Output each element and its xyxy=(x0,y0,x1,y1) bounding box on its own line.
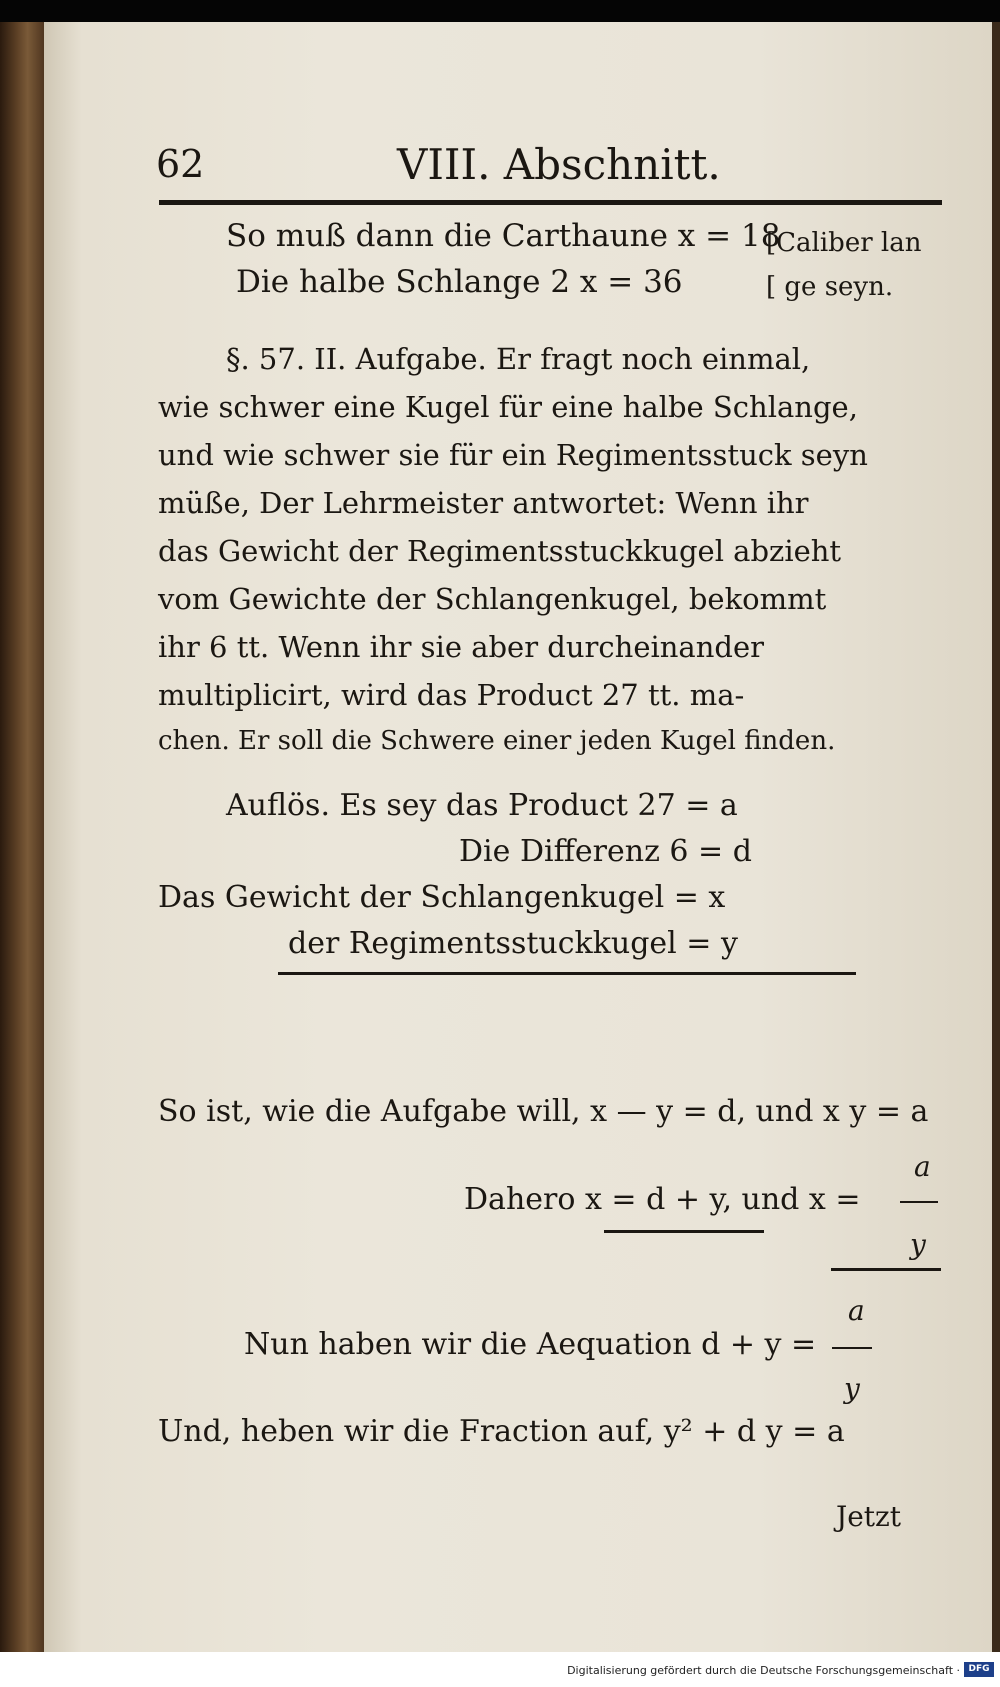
paragraph-line-8: multiplicirt, wird das Product 27 tt. ma- xyxy=(158,678,745,712)
equation-aequation: Nun haben wir die Aequation d + y = xyxy=(244,1327,817,1362)
book-page xyxy=(44,22,992,1652)
paragraph-line-5: das Gewicht der Regimentsstuckkugel abzieht xyxy=(158,534,842,568)
fraction-denominator-2: y xyxy=(844,1372,860,1405)
equation-aufgabe: So ist, wie die Aufgabe will, x — y = d, und x y = a xyxy=(158,1094,929,1129)
dfg-logo: DFG xyxy=(964,1662,994,1677)
footer-bar xyxy=(0,1652,1000,1687)
schlange-line: Die halbe Schlange 2 x = 36 xyxy=(236,264,683,300)
paragraph-line-9: chen. Er soll die Schwere einer jeden Kugel finden. xyxy=(158,726,836,756)
solution-regimentsstuckkugel: der Regimentsstuckkugel = y xyxy=(288,926,738,961)
equation-fraction-auf: Und, heben wir die Fraction auf, y² + d y = a xyxy=(158,1414,845,1449)
page-number: 62 xyxy=(156,142,205,186)
paragraph-line-3: und wie schwer sie für ein Regimentsstuck seyn xyxy=(158,438,868,472)
running-title: VIII. Abschnitt. xyxy=(397,140,721,189)
catchword: Jetzt xyxy=(836,1500,902,1533)
fraction-denominator-1: y xyxy=(910,1228,926,1261)
solution-differenz: Die Differenz 6 = d xyxy=(459,834,752,869)
fraction-numerator-2: a xyxy=(848,1294,865,1327)
equation-dahero: Dahero x = d + y, und x = xyxy=(464,1182,861,1217)
paragraph-line-1: §. 57. II. Aufgabe. Er fragt noch einmal, xyxy=(226,342,811,376)
solution-schlangenkugel: Das Gewicht der Schlangenkugel = x xyxy=(158,880,726,915)
fraction-bar-1 xyxy=(900,1201,938,1203)
paragraph-line-4: müße, Der Lehrmeister antwortet: Wenn ihr xyxy=(158,486,809,520)
solution-underline xyxy=(278,972,856,975)
bracket-note-1: [Caliber lan xyxy=(766,228,922,258)
fraction-bar-2 xyxy=(832,1347,872,1349)
footer-credit: Digitalisierung gefördert durch die Deutsche Forschungsgemeinschaft · xyxy=(567,1664,960,1677)
bracket-note-2: [ ge seyn. xyxy=(766,272,894,302)
paragraph-line-6: vom Gewichte der Schlangenkugel, bekommt xyxy=(158,582,827,616)
book-spine-edge xyxy=(0,22,46,1652)
fraction-underline xyxy=(831,1268,941,1271)
dahero-underline xyxy=(604,1230,764,1233)
scan-top-border xyxy=(0,0,1000,22)
header-rule xyxy=(159,200,942,205)
paragraph-line-7: ihr 6 tt. Wenn ihr sie aber durcheinander xyxy=(158,630,764,664)
fraction-numerator-1: a xyxy=(914,1150,931,1183)
carthaune-line: So muß dann die Carthaune x = 18 xyxy=(226,218,781,254)
paragraph-line-2: wie schwer eine Kugel für eine halbe Schlange, xyxy=(158,390,858,424)
solution-product: Auflös. Es sey das Product 27 = a xyxy=(226,788,738,823)
